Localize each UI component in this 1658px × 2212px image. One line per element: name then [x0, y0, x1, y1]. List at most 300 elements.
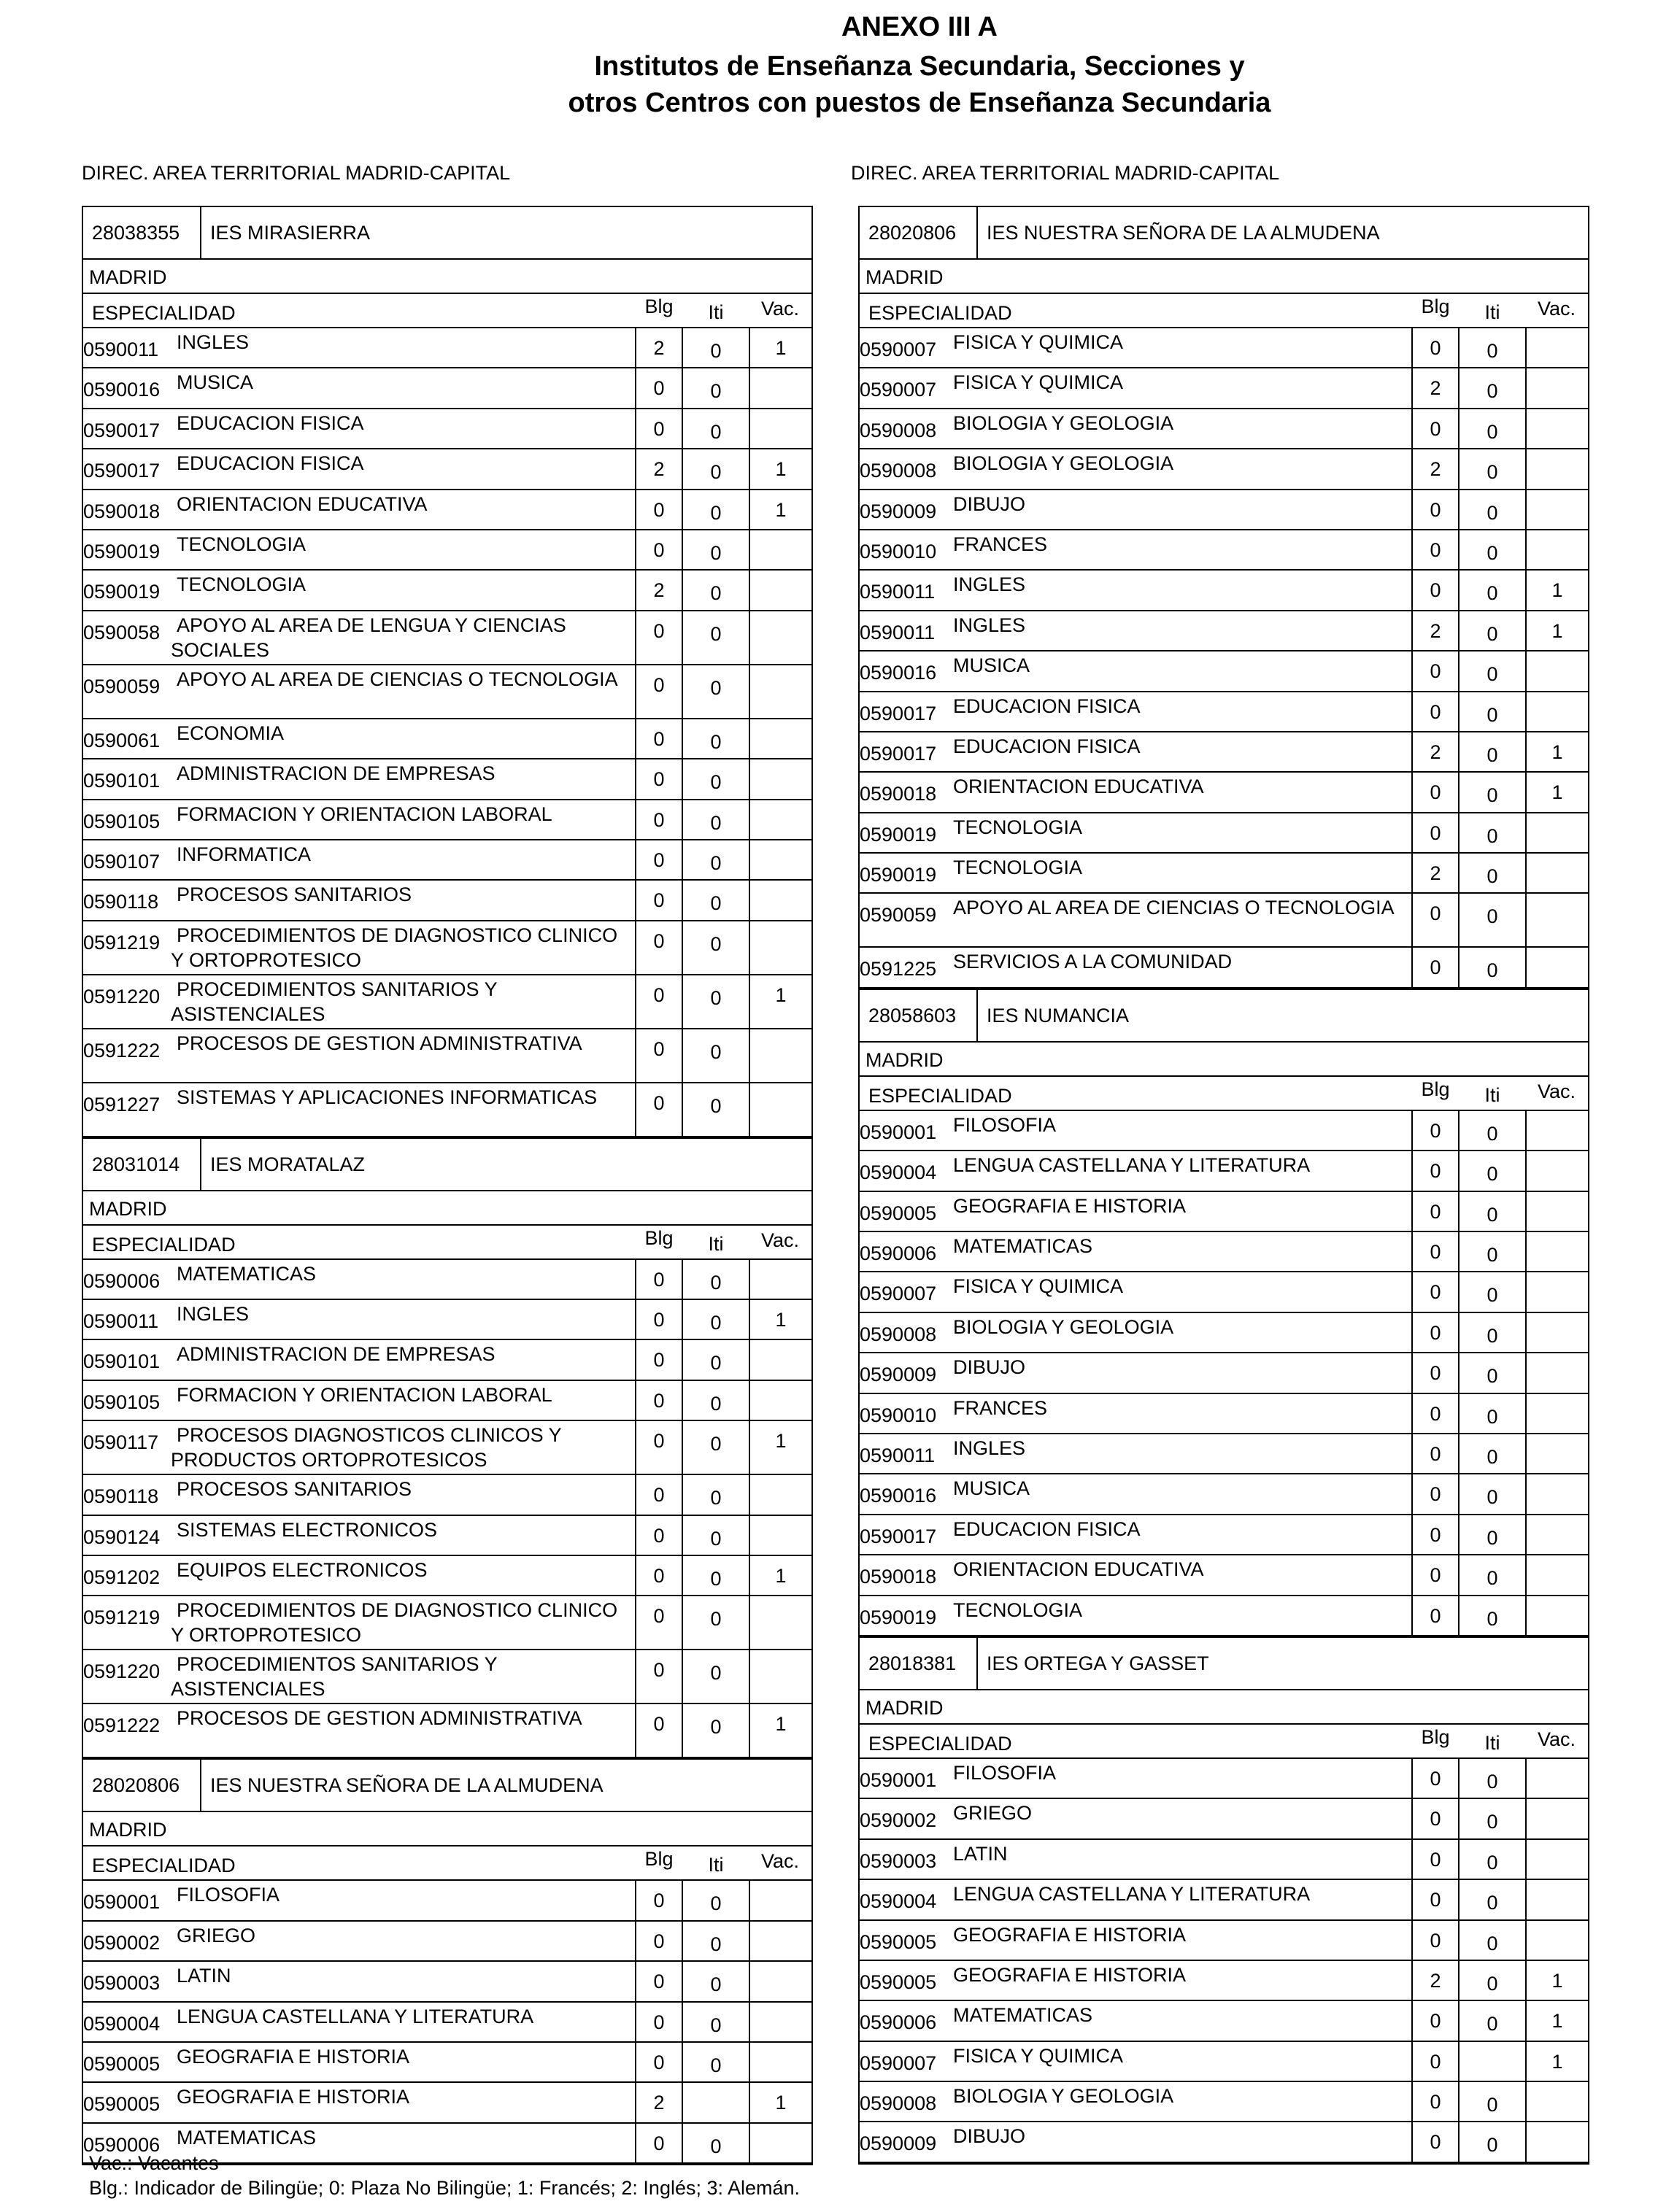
specialty-name: FILOSOFIA [177, 1884, 280, 1906]
vac-value [749, 1516, 811, 1555]
specialty-cell [83, 1556, 635, 1595]
specialty-cell [860, 1880, 1411, 1919]
blg-value: 0 [635, 975, 683, 1028]
header-iti: Iti [1484, 301, 1500, 323]
table-row [83, 1881, 811, 1921]
header-vac: Vac. [760, 298, 800, 320]
iti-value: 0 [710, 1662, 722, 1685]
vac-value [749, 881, 811, 919]
center-header [83, 1139, 811, 1191]
table-row [860, 2082, 1588, 2122]
specialty-code: 0591222 [83, 1039, 161, 1061]
specialty-code: 0590009 [860, 1364, 937, 1386]
specialty-name: MATEMATICAS [953, 1235, 1093, 1258]
blg-value: 0 [635, 2043, 683, 2081]
blg-value: 0 [1411, 2042, 1460, 2081]
vac-value [1525, 1474, 1588, 1513]
specialty-cell [860, 368, 1411, 407]
center-code: 28038355 [83, 207, 201, 258]
specialty-name: DIBUJO [953, 2125, 1026, 2148]
center-code: 28018381 [860, 1638, 978, 1689]
iti-value: 0 [710, 932, 722, 955]
specialty-code: 0590002 [83, 1931, 161, 1954]
vac-value [749, 719, 811, 758]
specialty-code: 0590019 [83, 581, 161, 603]
specialty-name: INGLES [177, 1303, 250, 1326]
specialty-code: 0590004 [83, 2012, 161, 2035]
iti-value: 0 [710, 2054, 722, 2076]
specialty-name: GEOGRAFIA E HISTORIA [177, 2086, 410, 2108]
iti-value: 0 [1487, 2094, 1498, 2116]
specialty-name: MUSICA [177, 371, 254, 394]
specialty-code: 0590005 [860, 1971, 937, 1993]
specialty-code: 0590007 [860, 2051, 937, 2074]
iti-value: 0 [710, 420, 722, 443]
specialty-cell [83, 2083, 635, 2122]
specialty-name: BIOLOGIA Y GEOLOGIA [953, 411, 1174, 434]
specialty-cell [860, 732, 1411, 771]
vac-value [749, 921, 811, 974]
iti-value: 0 [710, 892, 722, 915]
iti-value [683, 2083, 749, 2122]
table-row [83, 881, 811, 921]
specialty-cell [83, 1922, 635, 1960]
specialty-name: ORIENTACION EDUCATIVA [177, 492, 428, 515]
specialty-cell [83, 449, 635, 488]
table-row [860, 692, 1588, 732]
blg-value: 0 [1411, 1232, 1460, 1271]
specialty-name: SERVICIOS A LA COMUNIDAD [953, 951, 1233, 973]
vac-value [749, 368, 811, 407]
blg-value: 0 [1411, 2122, 1460, 2161]
iti-value: 0 [1487, 1365, 1498, 1388]
specialty-cell [860, 1313, 1411, 1352]
table-row [860, 2122, 1588, 2162]
blg-value: 0 [1411, 1921, 1460, 1960]
iti-value: 0 [1487, 2013, 1498, 2035]
iti-value: 0 [710, 771, 722, 794]
specialty-cell [83, 1650, 635, 1703]
vac-value [1525, 2082, 1588, 2121]
blg-value: 0 [635, 611, 683, 664]
specialty-code: 0590018 [860, 1566, 937, 1588]
iti-value: 0 [710, 1352, 722, 1374]
table-header [860, 1077, 1588, 1111]
vac-value: 1 [749, 1421, 811, 1474]
vac-value [1525, 1759, 1588, 1798]
iti-value: 0 [1487, 1770, 1498, 1793]
iti-value: 0 [1487, 541, 1498, 564]
center-block [82, 1137, 813, 1759]
specialty-code: 0590017 [860, 742, 937, 765]
specialty-name: MATEMATICAS [177, 1262, 317, 1285]
specialty-cell [860, 894, 1411, 946]
table-header [860, 294, 1588, 328]
specialty-code: 0591202 [83, 1566, 161, 1589]
vac-value [1525, 948, 1588, 986]
blg-value: 2 [635, 328, 683, 367]
left-column [82, 206, 813, 2165]
specialty-name: PROCEDIMIENTOS SANITARIOS Y ASISTENCIALES [171, 1653, 498, 1701]
table-row [83, 1962, 811, 2002]
table-row [860, 409, 1588, 449]
specialty-name: INGLES [953, 1436, 1026, 1459]
specialty-code: 0590011 [860, 621, 936, 643]
specialty-code: 0590017 [860, 1525, 937, 1547]
specialty-code: 0590006 [83, 1269, 161, 1292]
specialty-code: 0590002 [860, 1809, 937, 1832]
center-code: 28020806 [83, 1760, 201, 1811]
table-row [860, 1434, 1588, 1474]
header-especialidad: ESPECIALIDAD [868, 1732, 1012, 1755]
specialty-name: PROCESOS SANITARIOS [177, 1478, 412, 1501]
specialty-cell [860, 854, 1411, 892]
blg-value: 0 [635, 1300, 683, 1339]
vac-value [749, 759, 811, 798]
specialty-cell [83, 1260, 635, 1299]
vac-value [1525, 1555, 1588, 1594]
header-especialidad: ESPECIALIDAD [868, 1084, 1012, 1107]
specialty-name: LATIN [953, 1842, 1008, 1865]
specialty-code: 0590124 [83, 1525, 161, 1548]
specialty-name: GEOGRAFIA E HISTORIA [953, 1194, 1187, 1217]
header-iti: Iti [1484, 1083, 1500, 1106]
blg-value: 0 [635, 1381, 683, 1420]
iti-value: 0 [1487, 1892, 1498, 1914]
specialty-code: 0590001 [83, 1891, 161, 1914]
vac-value: 1 [749, 1556, 811, 1595]
specialty-name: TECNOLOGIA [953, 816, 1083, 838]
iti-value: 0 [710, 622, 722, 645]
header-vac: Vac. [1537, 298, 1576, 320]
blg-value: 0 [635, 1881, 683, 1919]
blg-value: 0 [635, 1340, 683, 1379]
header-blg: Blg [1421, 1078, 1450, 1100]
specialty-name: PROCESOS DE GESTION ADMINISTRATIVA [177, 1707, 582, 1730]
specialty-cell [860, 2082, 1411, 2121]
specialty-cell [83, 1881, 635, 1919]
specialty-cell [860, 1555, 1411, 1594]
specialty-name: GEOGRAFIA E HISTORIA [953, 1963, 1187, 1986]
table-row [860, 1515, 1588, 1555]
blg-value: 0 [1411, 948, 1460, 986]
specialty-name: FISICA Y QUIMICA [953, 1275, 1124, 1298]
center-block [82, 1758, 813, 2165]
header-blg: Blg [644, 295, 674, 317]
vac-value: 1 [1525, 1961, 1588, 2000]
blg-value: 0 [1411, 1192, 1460, 1231]
table-row [83, 449, 811, 490]
specialty-name: BIOLOGIA Y GEOLOGIA [953, 1315, 1174, 1338]
table-row [860, 948, 1588, 988]
specialty-code: 0590008 [860, 2092, 937, 2115]
specialty-name: MUSICA [953, 1477, 1030, 1500]
specialty-code: 0590059 [860, 904, 937, 927]
blg-value: 0 [635, 1704, 683, 1757]
table-row [83, 1300, 811, 1340]
blg-value: 0 [635, 1596, 683, 1649]
table-row [83, 759, 811, 800]
vac-value [1525, 1840, 1588, 1879]
vac-value [749, 840, 811, 879]
header-vac: Vac. [1537, 1728, 1576, 1750]
specialty-cell [860, 1840, 1411, 1879]
table-row [83, 1475, 811, 1515]
specialty-code: 0591219 [83, 1606, 161, 1629]
header-vac: Vac. [760, 1850, 800, 1873]
table-row [860, 1232, 1588, 1272]
specialty-name: ECONOMIA [177, 722, 285, 744]
iti-value: 0 [710, 1094, 722, 1117]
iti-value: 0 [710, 1040, 722, 1063]
table-row [83, 1922, 811, 1962]
center-name: IES NUESTRA SEÑORA DE LA ALMUDENA [987, 222, 1380, 244]
blg-value: 0 [1411, 1151, 1460, 1190]
specialty-cell [860, 611, 1411, 650]
specialty-cell [860, 1192, 1411, 1231]
specialty-cell [860, 1232, 1411, 1271]
center-block [858, 1636, 1589, 2165]
table-header [83, 294, 811, 328]
table-row [860, 854, 1588, 894]
specialty-name: TECNOLOGIA [177, 533, 306, 555]
specialty-cell [83, 1340, 635, 1379]
vac-value [1525, 1272, 1588, 1311]
blg-value: 0 [1411, 1474, 1460, 1513]
iti-value: 0 [1487, 340, 1498, 362]
blg-value: 0 [1411, 1272, 1460, 1311]
vac-value: 1 [1525, 2001, 1588, 2040]
specialty-code: 0590019 [83, 540, 161, 562]
iti-value: 0 [710, 986, 722, 1009]
specialty-code: 0590118 [83, 1485, 159, 1508]
specialty-name: APOYO AL AREA DE LENGUA Y CIENCIAS SOCIALES [171, 614, 566, 661]
iti-value: 0 [1487, 743, 1498, 766]
iti-value: 0 [1487, 663, 1498, 686]
table-row [83, 328, 811, 368]
vac-value [1525, 490, 1588, 529]
specialty-code: 0590008 [860, 1323, 937, 1345]
vac-value [1525, 1434, 1588, 1473]
center-header [860, 990, 1588, 1043]
blg-value: 0 [1411, 1394, 1460, 1433]
specialty-name: PROCESOS DE GESTION ADMINISTRATIVA [177, 1032, 582, 1054]
title-line-3: otros Centros con puestos de Enseñanza Secundaria [568, 88, 1271, 118]
specialty-cell [83, 719, 635, 758]
table-row [860, 490, 1588, 530]
header-especialidad: ESPECIALIDAD [868, 302, 1012, 324]
specialty-cell [83, 665, 635, 718]
specialty-name: EDUCACION FISICA [953, 735, 1141, 757]
header-iti: Iti [1484, 1731, 1500, 1754]
iti-value: 0 [1487, 1324, 1498, 1347]
specialty-code: 0590009 [860, 2132, 937, 2155]
blg-value: 0 [1411, 1596, 1460, 1635]
specialty-code: 0590005 [83, 2093, 161, 2116]
iti-value: 0 [1487, 1284, 1498, 1307]
vac-value: 1 [749, 1704, 811, 1757]
specialty-cell [83, 1029, 635, 1082]
specialty-name: FILOSOFIA [953, 1761, 1057, 1784]
table-row [83, 409, 811, 449]
left-direction-label: DIREC. AREA TERRITORIAL MADRID-CAPITAL [82, 162, 511, 184]
specialty-cell [860, 2001, 1411, 2040]
blg-value: 0 [635, 1421, 683, 1474]
iti-value: 0 [1487, 1405, 1498, 1428]
vac-value [749, 665, 811, 718]
specialty-code: 0590007 [860, 379, 937, 401]
vac-value [749, 1596, 811, 1649]
specialty-cell [83, 530, 635, 569]
specialty-code: 0590003 [83, 1972, 161, 1995]
specialty-name: TECNOLOGIA [177, 573, 306, 596]
blg-value: 0 [635, 1962, 683, 2000]
iti-value: 0 [710, 1892, 722, 1915]
specialty-name: ADMINISTRACION DE EMPRESAS [177, 762, 496, 785]
specialty-cell [860, 328, 1411, 367]
specialty-name: PROCESOS SANITARIOS [177, 883, 412, 906]
specialty-code: 0590007 [860, 339, 937, 360]
specialty-code: 0591222 [83, 1714, 161, 1737]
vac-value: 1 [1525, 773, 1588, 811]
center-block [858, 206, 1589, 989]
table-row [860, 1474, 1588, 1515]
specialty-cell [860, 1394, 1411, 1433]
specialty-name: EQUIPOS ELECTRONICOS [177, 1559, 428, 1582]
specialty-name: ORIENTACION EDUCATIVA [953, 776, 1204, 798]
table-row [860, 571, 1588, 611]
vac-value [749, 2003, 811, 2041]
center-block [82, 206, 813, 1137]
table-row [83, 490, 811, 530]
table-row [860, 732, 1588, 773]
specialty-name: INFORMATICA [177, 843, 311, 865]
header-iti: Iti [708, 1854, 724, 1876]
specialty-name: FISICA Y QUIMICA [953, 331, 1124, 353]
specialty-name: DIBUJO [953, 492, 1026, 515]
specialty-name: FRANCES [953, 1396, 1048, 1419]
table-row [83, 368, 811, 409]
specialty-cell [860, 1474, 1411, 1513]
specialty-code: 0590017 [860, 702, 937, 724]
table-row [83, 800, 811, 840]
blg-value: 0 [635, 1260, 683, 1299]
iti-value: 0 [710, 1433, 722, 1455]
iti-value: 0 [1487, 1526, 1498, 1549]
blg-value: 0 [635, 1029, 683, 1082]
vac-value [1525, 894, 1588, 946]
center-name: IES ORTEGA Y GASSET [987, 1652, 1209, 1674]
specialty-cell [83, 571, 635, 609]
iti-value: 0 [1487, 1244, 1498, 1267]
table-row [83, 611, 811, 665]
blg-value: 2 [1411, 854, 1460, 892]
blg-value: 2 [1411, 732, 1460, 771]
specialty-code: 0590001 [860, 1121, 937, 1143]
vac-value [1525, 854, 1588, 892]
table-row [860, 1313, 1588, 1353]
specialty-name: EDUCACION FISICA [953, 1517, 1141, 1540]
specialty-cell [860, 773, 1411, 811]
vac-value [1525, 1515, 1588, 1554]
vac-value [1525, 449, 1588, 488]
vac-value: 1 [1525, 2042, 1588, 2081]
specialty-code: 0590059 [83, 675, 161, 697]
iti-value: 0 [1487, 1972, 1498, 1995]
specialty-name: MATEMATICAS [953, 2004, 1093, 2027]
specialty-cell [860, 813, 1411, 852]
specialty-name: FISICA Y QUIMICA [953, 2044, 1124, 2067]
blg-value: 0 [1411, 1434, 1460, 1473]
table-row [83, 1083, 811, 1137]
vac-value: 1 [749, 975, 811, 1028]
blg-value: 0 [635, 368, 683, 407]
specialty-name: EDUCACION FISICA [177, 452, 364, 475]
table-row [83, 1704, 811, 1758]
specialty-cell [860, 2122, 1411, 2161]
blg-value: 0 [635, 1922, 683, 1960]
iti-value: 0 [1487, 959, 1498, 982]
iti-value: 0 [710, 1933, 722, 1955]
specialty-code: 0590001 [860, 1768, 937, 1791]
iti-value: 0 [710, 811, 722, 834]
iti-value: 0 [710, 1487, 722, 1509]
specialty-name: APOYO AL AREA DE CIENCIAS O TECNOLOGIA [953, 897, 1395, 919]
specialty-cell [83, 1962, 635, 2000]
vac-value [1525, 530, 1588, 569]
table-header [83, 1226, 811, 1260]
specialty-code: 0590017 [83, 460, 161, 482]
blg-value: 0 [635, 1475, 683, 1514]
iti-value: 0 [710, 2014, 722, 2036]
table-row [83, 2003, 811, 2043]
specialty-name: SISTEMAS ELECTRONICOS [177, 1518, 438, 1541]
specialty-code: 0591219 [83, 931, 161, 954]
table-row [860, 2042, 1588, 2082]
specialty-name: GRIEGO [177, 1924, 256, 1946]
header-especialidad: ESPECIALIDAD [92, 302, 236, 324]
specialty-code: 0590004 [860, 1890, 937, 1913]
vac-value [1525, 1596, 1588, 1635]
blg-value: 2 [1411, 449, 1460, 488]
specialty-name: FORMACION Y ORIENTACION LABORAL [177, 803, 552, 825]
title-line-2: Institutos de Enseñanza Secundaria, Secciones y [594, 51, 1245, 82]
blg-value: 0 [1411, 409, 1460, 448]
specialty-code: 0591225 [860, 958, 937, 981]
specialty-code: 0591227 [83, 1093, 161, 1115]
vac-value [749, 1381, 811, 1420]
table-row [860, 2001, 1588, 2041]
specialty-code: 0590008 [860, 419, 937, 441]
center-header [83, 207, 811, 260]
blg-value: 0 [1411, 773, 1460, 811]
blg-value: 0 [1411, 2001, 1460, 2040]
specialty-code: 0590004 [860, 1161, 937, 1184]
specialty-cell [860, 1111, 1411, 1150]
table-row [83, 975, 811, 1029]
table-row [860, 773, 1588, 813]
blg-value: 0 [1411, 813, 1460, 852]
specialty-name: PROCEDIMIENTOS DE DIAGNOSTICO CLINICO Y ORTOPROTESICO [171, 1599, 618, 1647]
specialty-name: MATEMATICAS [177, 2126, 317, 2149]
blg-value: 0 [1411, 692, 1460, 731]
table-row [860, 1921, 1588, 1961]
specialty-code: 0590016 [83, 379, 161, 401]
vac-value [1525, 1353, 1588, 1392]
right-direction-label: DIREC. AREA TERRITORIAL MADRID-CAPITAL [851, 162, 1280, 184]
iti-value: 0 [710, 1608, 722, 1631]
vac-value: 1 [749, 449, 811, 488]
